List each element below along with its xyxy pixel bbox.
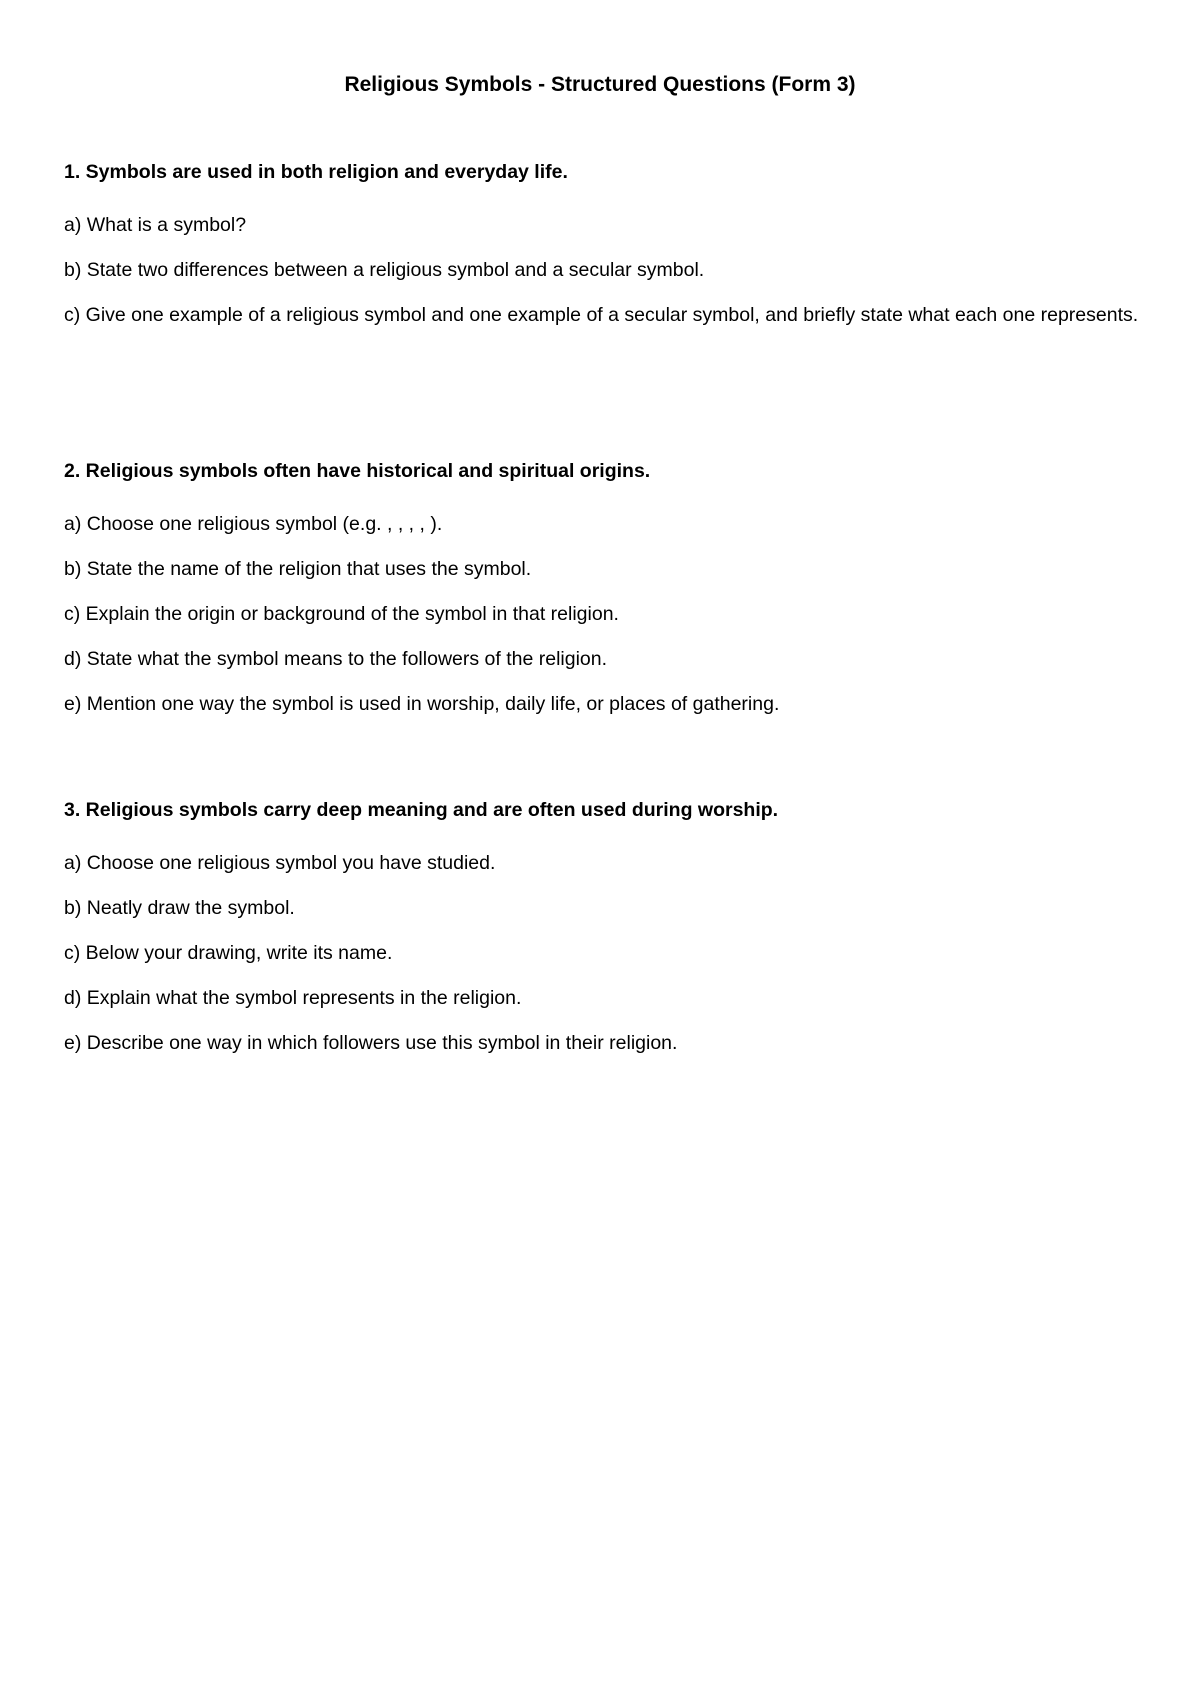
question-2-heading: 2. Religious symbols often have historical and spiritual origins. — [64, 460, 651, 482]
question-3-heading: 3. Religious symbols carry deep meaning and are often used during worship. — [64, 799, 779, 821]
question-2-part-c: c) Explain the origin or background of the symbol in that religion. — [64, 603, 619, 625]
question-1-part-c: c) Give one example of a religious symbol and one example of a secular symbol, and briefly state what each one represents. — [64, 304, 1139, 326]
question-3-part-d: d) Explain what the symbol represents in the religion. — [64, 987, 522, 1009]
question-2-part-d: d) State what the symbol means to the followers of the religion. — [64, 648, 608, 670]
question-3-part-a: a) Choose one religious symbol you have studied. — [64, 852, 496, 874]
question-2-part-a: a) Choose one religious symbol (e.g. , , , , ). — [64, 513, 443, 535]
question-3-part-c: c) Below your drawing, write its name. — [64, 942, 393, 964]
question-3-part-b: b) Neatly draw the symbol. — [64, 897, 295, 919]
question-1-heading: 1. Symbols are used in both religion and everyday life. — [64, 161, 568, 183]
document-title: Religious Symbols - Structured Questions (Form 3) — [344, 73, 856, 96]
question-1 — [64, 157, 1144, 338]
question-2-part-e: e) Mention one way the symbol is used in worship, daily life, or places of gathering. — [64, 693, 780, 715]
question-1-part-a: a) What is a symbol? — [64, 214, 247, 236]
question-3 — [64, 795, 1144, 1066]
question-2 — [64, 456, 1144, 727]
question-3-part-e: e) Describe one way in which followers use this symbol in their religion. — [64, 1032, 678, 1054]
question-2-part-b: b) State the name of the religion that uses the symbol. — [64, 558, 532, 580]
question-1-part-b: b) State two differences between a religious symbol and a secular symbol. — [64, 259, 705, 281]
